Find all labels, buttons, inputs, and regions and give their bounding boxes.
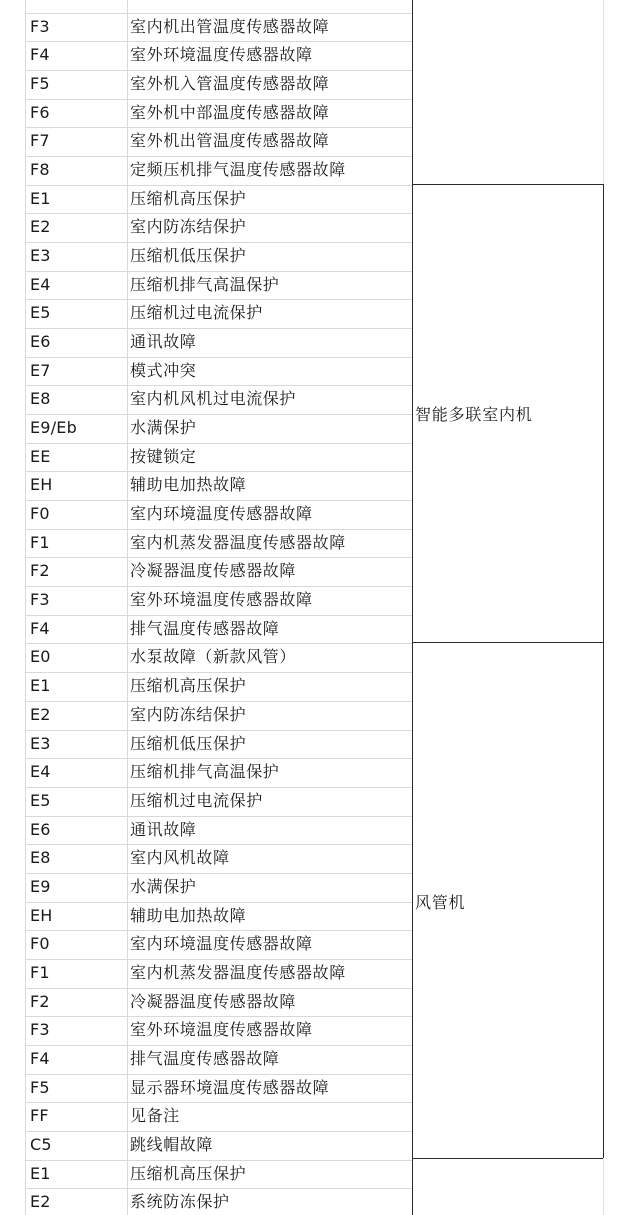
fault-description: 压缩机高压保护 xyxy=(130,1163,247,1183)
fault-code: E4 xyxy=(30,762,51,782)
fault-code: E8 xyxy=(30,848,51,868)
table-row xyxy=(0,156,635,185)
fault-code: E2 xyxy=(30,704,51,724)
fault-description: 见备注 xyxy=(130,1106,180,1126)
fault-description: 室外环境温度传感器故障 xyxy=(130,45,313,65)
table-row xyxy=(0,902,635,931)
table-row xyxy=(0,701,635,730)
fault-code: F5 xyxy=(30,1077,50,1097)
fault-code: F5 xyxy=(30,73,50,93)
fault-description: 通讯故障 xyxy=(130,819,197,839)
fault-code: FF xyxy=(30,1106,49,1126)
fault-code: E1 xyxy=(30,188,51,208)
fault-code: E3 xyxy=(30,733,51,753)
fault-description: 压缩机过电流保护 xyxy=(130,790,263,810)
fault-description: 辅助电加热故障 xyxy=(130,905,247,925)
table-row xyxy=(0,299,635,328)
fault-code: F6 xyxy=(30,102,50,122)
table-row xyxy=(0,242,635,271)
table-row xyxy=(0,1074,635,1103)
fault-code: E9/Eb xyxy=(30,418,77,438)
fault-description: 水泵故障（新款风管） xyxy=(130,647,297,667)
fault-code: F3 xyxy=(30,590,50,610)
fault-description: 室内防冻结保护 xyxy=(130,217,247,237)
fault-code: E6 xyxy=(30,331,51,351)
fault-code: E3 xyxy=(30,245,51,265)
table-row xyxy=(0,586,635,615)
table-row xyxy=(0,758,635,787)
fault-description: 压缩机高压保护 xyxy=(130,676,247,696)
fault-code: F4 xyxy=(30,1048,50,1068)
fault-description: 压缩机排气高温保护 xyxy=(130,274,280,294)
fault-code: F4 xyxy=(30,618,50,638)
table-row xyxy=(0,357,635,386)
fault-code: F2 xyxy=(30,561,50,581)
table-row xyxy=(0,1131,635,1160)
table-row xyxy=(0,557,635,586)
fault-code: F3 xyxy=(30,16,50,36)
fault-description: 水满保护 xyxy=(130,876,197,896)
table-row xyxy=(0,1160,635,1189)
fault-description: 压缩机低压保护 xyxy=(130,733,247,753)
table-row xyxy=(0,672,635,701)
table-row xyxy=(0,471,635,500)
fault-code: EE xyxy=(30,446,51,466)
fault-code: E4 xyxy=(30,274,51,294)
fault-description: 模式冲突 xyxy=(130,360,197,380)
table-row xyxy=(0,213,635,242)
fault-code: EH xyxy=(30,905,53,925)
fault-code: E2 xyxy=(30,1192,51,1212)
fault-code: E5 xyxy=(30,790,51,810)
table-row xyxy=(0,443,635,472)
fault-description: 室内防冻结保护 xyxy=(130,704,247,724)
group-label-ducted: 风管机 xyxy=(415,893,466,912)
fault-code: F7 xyxy=(30,131,50,151)
table-row xyxy=(0,844,635,873)
table-row xyxy=(0,1045,635,1074)
fault-code: F1 xyxy=(30,962,50,982)
table-row xyxy=(0,500,635,529)
fault-description: 室内环境温度传感器故障 xyxy=(130,934,313,954)
table-row xyxy=(0,816,635,845)
fault-description: 室内机蒸发器温度传感器故障 xyxy=(130,532,346,552)
fault-code: E2 xyxy=(30,217,51,237)
fault-code: F8 xyxy=(30,159,50,179)
fault-code: E0 xyxy=(30,647,51,667)
fault-description: 跳线帽故障 xyxy=(130,1135,214,1155)
fault-description: 水满保护 xyxy=(130,418,197,438)
fault-description: 室内机风机过电流保护 xyxy=(130,389,297,409)
table-row xyxy=(0,1102,635,1131)
fault-description: 按键锁定 xyxy=(130,446,197,466)
fault-code: E6 xyxy=(30,819,51,839)
fault-code: F3 xyxy=(30,1020,50,1040)
table-row xyxy=(0,787,635,816)
table-row xyxy=(0,328,635,357)
fault-description: 室外机入管温度传感器故障 xyxy=(130,73,330,93)
fault-code: F2 xyxy=(30,991,50,1011)
fault-description: 通讯故障 xyxy=(130,331,197,351)
row-divider xyxy=(25,13,412,14)
fault-description: 系统防冻保护 xyxy=(130,1192,230,1212)
fault-description: 压缩机低压保护 xyxy=(130,245,247,265)
table-row xyxy=(0,127,635,156)
fault-description: 辅助电加热故障 xyxy=(130,475,247,495)
table-row xyxy=(0,1188,635,1215)
group-label-smart-multi-indoor: 智能多联室内机 xyxy=(415,405,533,424)
fault-description: 室内环境温度传感器故障 xyxy=(130,504,313,524)
fault-code: EH xyxy=(30,475,53,495)
table-row xyxy=(0,414,635,443)
fault-description: 室内机出管温度传感器故障 xyxy=(130,16,330,36)
fault-description: 排气温度传感器故障 xyxy=(130,618,280,638)
fault-code: F1 xyxy=(30,532,50,552)
table-row xyxy=(0,1016,635,1045)
table-row xyxy=(0,959,635,988)
table-row xyxy=(0,988,635,1017)
fault-code: E1 xyxy=(30,676,51,696)
fault-code: E9 xyxy=(30,876,51,896)
fault-description: 室内风机故障 xyxy=(130,848,230,868)
fault-description: 冷凝器温度传感器故障 xyxy=(130,991,297,1011)
fault-description: 压缩机排气高温保护 xyxy=(130,762,280,782)
fault-code: E5 xyxy=(30,303,51,323)
table-row xyxy=(0,99,635,128)
fault-code: E1 xyxy=(30,1163,51,1183)
fault-description: 显示器环境温度传感器故障 xyxy=(130,1077,330,1097)
fault-code: C5 xyxy=(30,1135,52,1155)
fault-description: 室内机蒸发器温度传感器故障 xyxy=(130,962,346,982)
fault-description: 室外环境温度传感器故障 xyxy=(130,1020,313,1040)
fault-description: 压缩机过电流保护 xyxy=(130,303,263,323)
table-row xyxy=(0,529,635,558)
table-row xyxy=(0,41,635,70)
fault-code: F4 xyxy=(30,45,50,65)
fault-description: 排气温度传感器故障 xyxy=(130,1048,280,1068)
fault-code: E8 xyxy=(30,389,51,409)
fault-description: 冷凝器温度传感器故障 xyxy=(130,561,297,581)
table-row xyxy=(0,385,635,414)
table-row xyxy=(0,930,635,959)
table-row xyxy=(0,730,635,759)
table-row xyxy=(0,185,635,214)
fault-description: 定频压机排气温度传感器故障 xyxy=(130,159,346,179)
table-row xyxy=(0,643,635,672)
table-row xyxy=(0,13,635,42)
fault-description: 压缩机高压保护 xyxy=(130,188,247,208)
fault-code: F0 xyxy=(30,934,50,954)
fault-code: F0 xyxy=(30,504,50,524)
table-row xyxy=(0,70,635,99)
table-row xyxy=(0,271,635,300)
fault-description: 室外环境温度传感器故障 xyxy=(130,590,313,610)
fault-description: 室外机出管温度传感器故障 xyxy=(130,131,330,151)
fault-code: E7 xyxy=(30,360,51,380)
fault-description: 室外机中部温度传感器故障 xyxy=(130,102,330,122)
table-row xyxy=(0,615,635,644)
table-row xyxy=(0,873,635,902)
